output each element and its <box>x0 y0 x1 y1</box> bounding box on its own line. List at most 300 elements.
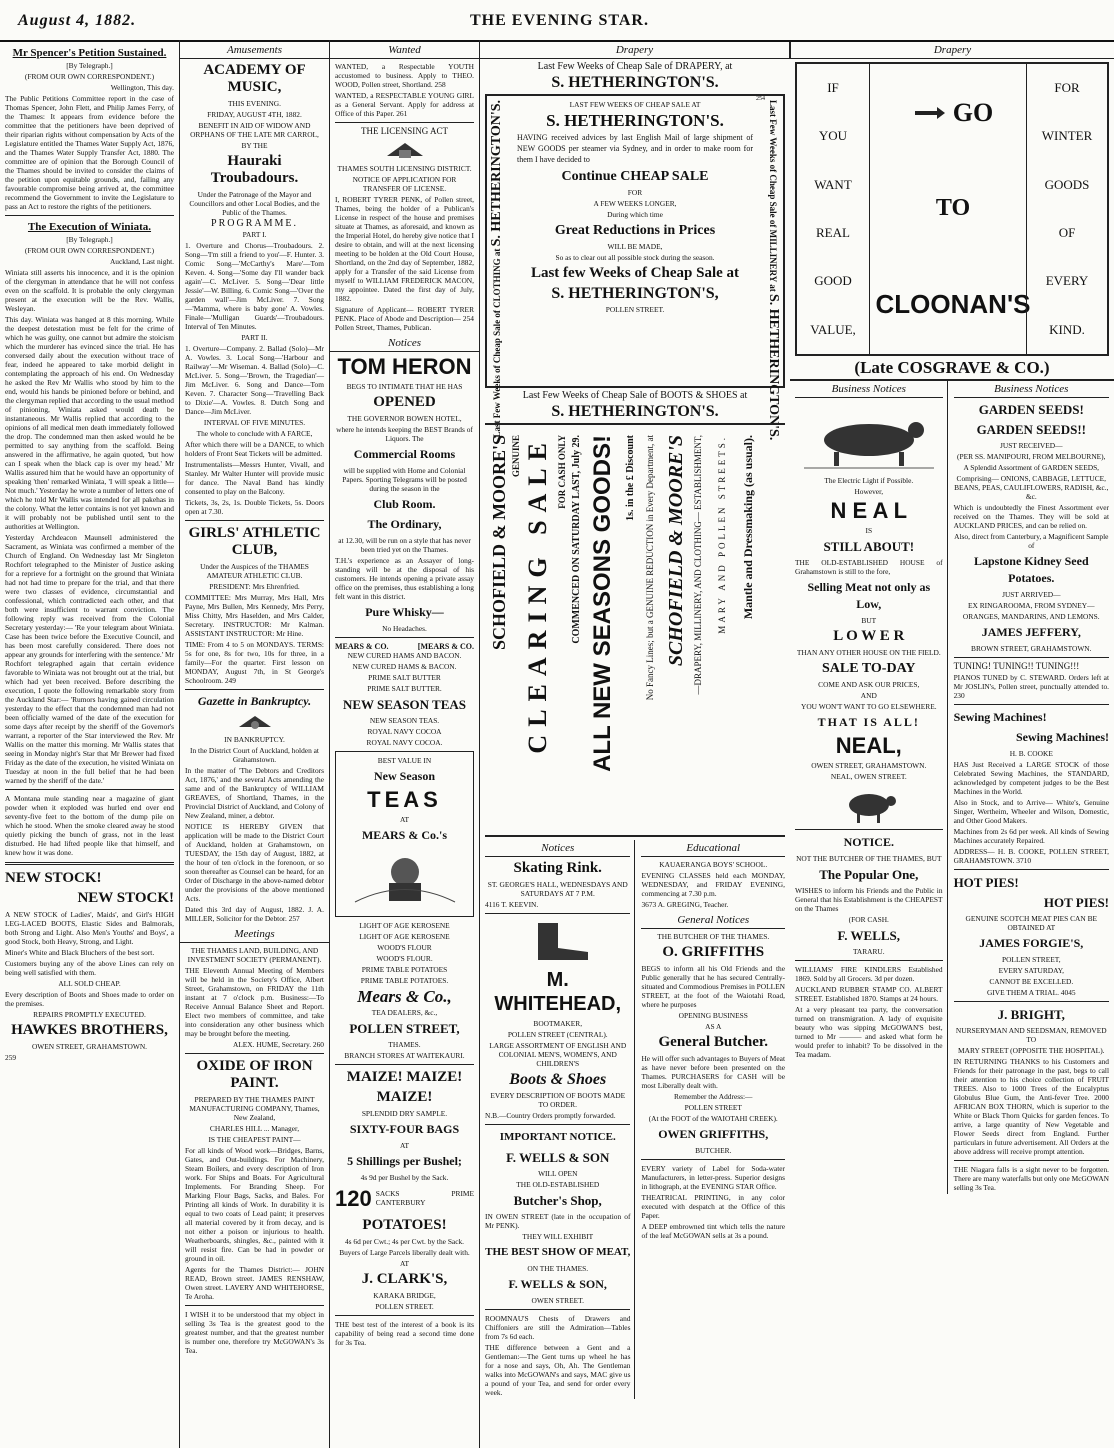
ad-text: PART II. <box>241 333 268 342</box>
ad-text: THE GOVERNOR BOWEN HOTEL, <box>347 414 462 423</box>
ad-headline: SIXTY-FOUR BAGS <box>349 1122 460 1136</box>
ad-text: BUTCHER. <box>695 1146 732 1155</box>
ad-headline: J. BRIGHT, <box>997 1007 1065 1022</box>
ad-text: AND <box>860 691 877 700</box>
ad-headline: Butcher's Shop, <box>513 1193 602 1208</box>
article-paragraph: Yesterday Archdeacon Maunsell administered the Sacrament, as Winiata was confirmed a member of the Church of England. On Wednesday last Mr Singleton Rochfort telegraphed to the Minister of Justice asking for a reprieve for a fortnight on the ground that Winiata had not had time to prepare for the trial, and that there were two classes of evidence, circumstantial and confessional, which contradicted each other, and that both were insufficient to warrant conviction. The following reply was received from the Colonial Secretary yesterday:— 'Re your telegram about Winiata. Case has been twice before the Executive Council, and has been most carefully considered. There does not appear any grounds for interfering with the sentence.' Mr Rochfort telegraphed again that certain evidence favorable to Winiata was not brought out at the trial, but which had yet been received. Before describing the execution, I quote the following remarkable story from the Auckland Star:— 'Rumors having gained circulation yesterday to the effect that the condemned man had not been officially warned of the date of the execution for some days after receipt by the sheriff of the Governor's warrant, a reporter of the Star interviewed the Rev. Mr Wallis on the matter this morning. Mr Wallis states that seeing in Monday night's Star that Mr Brewer had fixed Friday as the date of the execution, he visited Winiata on Tuesday at noon in the full belief that he had been warned by the sheriff of the date.' <box>5 533 174 785</box>
ad-text: BEGS to inform all his Old Friends and the Public generally that he has secured Centrally-situated and Commodious Premises in POLLEN STREET, at the foot of the Waiotahi Road, where he purposes <box>641 964 785 1009</box>
divider <box>485 1124 630 1125</box>
section-header: Business Notices <box>795 381 943 398</box>
ad-headline: Pure Whisky— <box>365 605 444 619</box>
ad-text: Under the Auspices of the THAMES AMATEUR ATHLETIC CLUB. <box>200 562 309 580</box>
ad-text: H. B. COOKE <box>1009 749 1053 758</box>
ad-headline: Last few Weeks of Cheap Sale at <box>530 265 740 281</box>
ad-text: THE THAMES LAND, BUILDING, AND INVESTMENT SOCIETY (PERMANENT). <box>187 946 322 964</box>
cattle-illustration-icon <box>804 402 934 472</box>
ad-text: ON THE THAMES. <box>527 1264 589 1273</box>
ad-text: POLLEN STREET. <box>375 1302 434 1311</box>
ad-headline: NEW STOCK! <box>5 870 102 886</box>
ad-text: SPLENDID DRY SAMPLE. <box>361 1109 448 1118</box>
boot-illustration-icon <box>508 918 608 964</box>
ad-text: AT <box>399 815 410 824</box>
vertical-line: SCHOFIELD & MOORE'S <box>489 435 509 651</box>
ad-text: OWEN STREET. <box>531 1296 584 1305</box>
ad-text: PRESIDENT: Mrs Ehrenfried. <box>209 582 300 591</box>
ad-headline: JAMES FORGIE'S, <box>979 936 1084 950</box>
ad-text: GENUINE SCOTCH MEAT PIES CAN BE OBTAINED AT <box>965 914 1098 932</box>
article-paragraph: Winiata still asserts his innocence, and it is the opinion of the clergyman in attendance that he will not confess even on the scaffold. It is probable the only clergyman present at the execution will be the Rev. Wallis, Wesleyan. <box>5 268 174 313</box>
ad-text: COME AND ASK OUR PRICES, <box>818 680 920 689</box>
ad-text: PREPARED BY THE THAMES PAINT MANUFACTURING COMPANY, Thames, New Zealand, <box>189 1095 320 1122</box>
ad-headline: ACADEMY OF MUSIC, <box>203 62 306 95</box>
ad-text: (PER SS. MANIPOURI, FROM MELBOURNE), <box>957 452 1106 461</box>
ad-text: at 12.30, will be run on a style that has never been tried yet on the Thames. <box>338 536 471 554</box>
sheep-illustration-icon <box>839 785 899 825</box>
dateline: Wellington, This day. <box>110 83 174 92</box>
column-wanted <box>330 40 480 1448</box>
ad-headline: L O W E R <box>833 628 905 644</box>
ad-text: PROGRAMME. <box>211 218 298 229</box>
divider <box>954 704 1109 705</box>
ad-text: Miner's White and Black Bluchers of the best sort. <box>5 948 155 957</box>
ad-text: In the matter of 'The Debtors and Creditors Act, 1876,' and the several Acts amending the same and of the Bankruptcy of WILLIAM GREAVES, of Shortland, Thames, in the Provincial District of Auckland, and Colony of New Zealand, miner, a debtor. <box>185 766 324 820</box>
ad-headline: CLOONAN'S <box>875 289 1031 320</box>
ad-text: JUST ARRIVED— <box>1002 590 1061 599</box>
ad-headline: THAT IS ALL! <box>817 715 920 729</box>
divider <box>485 1309 630 1310</box>
divider <box>335 1064 474 1065</box>
ad-text: NURSERYMAN AND SEEDSMAN, REMOVED TO <box>955 1026 1107 1044</box>
side-line: S. HETHERINGTON'S. <box>489 100 504 247</box>
ad-text: WOOD'S FLOUR <box>377 943 432 952</box>
ad-text: WANTED, a RESPECTABLE YOUNG GIRL as a General Servant. Apply for address at Office of this Paper. 261 <box>335 91 474 118</box>
section-header: Notices <box>330 335 479 352</box>
program-list: 1. Overture—Company. 2. Ballad (Solo)—Mr A. Vowles. 3. Local Song—'Harbour and Railway'—Mr Wiseman. 4. Ballad (Solo)—C. McLiver. 5. Song—'Brown, the Tragedian'—Jim McLiver. 6. Song and Dance—Tom Keven. 7. Character Song—'Travelling Back to Dixie'—A. Vowles. 8. Dutch Song and Dance—Jim McLiver. <box>185 344 324 416</box>
ad-word: WINTER <box>1041 128 1093 144</box>
ad-text: Dated this 3rd day of August, 1882. J. A. MILLER, Solicitor for the Debtor. 257 <box>185 905 324 923</box>
ad-text: THAMES. <box>388 1040 421 1049</box>
ad-text: For all kinds of Wood work—Bridges, Barns, Gates, and Out-buildings. For Machinery, Steam Boilers, and every description of Iron work. For Ships and Boats. For Agricultural Implements. For Branding Sheep. For Marking Flour Bags, Sacks, and Bales. For Printing all kinds of Work. In durability it is equal to two coats of Lead paint; it preserves all material covered by it from decay, and is not either a poison or injurious to health. Weatherboards, shingles, &c., painted with it will resist fire. Can be had in powder or ground in oil. <box>185 1146 324 1263</box>
divider <box>954 869 1109 870</box>
ad-text: THE best test of the interest of a book is its capability of being read a second time done for 3s Tea. <box>335 1320 474 1347</box>
ad-text: BROWN STREET, GRAHAMSTOWN. <box>971 644 1092 653</box>
ad-text: (FOR CASH. <box>848 915 889 924</box>
ad-text: EVERY variety of Label for Soda-water Manufacturers, in letter-press. Superior designs in lithograph, at the EVENING STAR Office. <box>641 1164 785 1191</box>
vertical-line: MARY AND POLLEN STREETS. <box>717 435 727 634</box>
ad-text: AUCKLAND RUBBER STAMP CO. ALBERT STREET. Established 1870. Stamps at 24 hours. <box>795 985 943 1003</box>
ad-headline: THE BEST SHOW OF MEAT, <box>485 1246 631 1258</box>
ad-headline: GIRLS' ATHLETIC CLUB, <box>188 525 321 558</box>
ad-headline: New Season <box>373 769 435 783</box>
divider <box>954 1001 1109 1002</box>
firm-name: [MEARS & CO. <box>417 642 474 651</box>
ad-text: CANNOT BE EXCELLED. <box>989 977 1074 986</box>
divider <box>5 862 174 865</box>
ad-headline: S. HETHERINGTON'S. <box>546 111 724 130</box>
side-line: Last Few Weeks of Cheap Sale of MILLINERY at <box>768 100 778 292</box>
ad-headline: The Ordinary, <box>367 517 442 531</box>
ad-text: BENEFIT IN AID OF WIDOW AND ORPHANS OF THE LATE MR CARROL, <box>190 121 319 139</box>
section-header: Notices <box>485 840 630 857</box>
ad-headline: MEARS & Co.'s <box>361 828 447 842</box>
ad-text: PRIME SALT BUTTER <box>368 673 441 682</box>
ad-text: BEST VALUE IN <box>377 756 432 765</box>
ad-text: THE OLD-ESTABLISHED <box>516 1180 600 1189</box>
article-paragraph: The Public Petitions Committee report in the case of Thomas Spencer, John Flett, and Philip James Ferry, of the Thames: It appears from evidence before the committee that the petitioners have been deprived of their riparian rights without compensation by Acts of the Legislature entitled the Thames Water Supply Act, 1876, and the Thames Water Supply Transfer Act, 1880. The committee are of opinion that the Borough Council of the Thames should be invited to consider the claims of the petition upon equitable grounds, and, failing any favourable compromise being arrived at, the committee recommend the Government to invite the Legislature to pass an Act to restore the rights of the petitioners. <box>5 94 174 211</box>
business-right-column <box>954 381 1109 1194</box>
ad-headline: HOT PIES! <box>953 875 1019 890</box>
ad-text: ROYAL NAVY COCOA <box>367 727 442 736</box>
ad-text: ALEX. HUME, Secretary. 260 <box>232 1040 324 1049</box>
ad-headline: HOT PIES! <box>1043 895 1109 910</box>
ad-headline: NOTICE. <box>843 835 894 849</box>
ad-headline: Mears & Co., <box>357 987 452 1006</box>
ad-text: N.B.—Country Orders promptly forwarded. <box>485 1111 616 1120</box>
ad-text: LAST FEW WEEKS OF CHEAP SALE AT <box>569 100 701 109</box>
ad-firm-name: HAWKES BROTHERS, <box>11 1022 168 1038</box>
ad-text: Last Few Weeks of Cheap Sale of BOOTS & SHOES at <box>522 390 748 401</box>
ad-word: OF <box>1058 225 1076 241</box>
ad-text: A NEW STOCK of Ladies', Maids', and Girl's HIGH LEG-LACED BOOTS, Elastic Sides and Balmorals, both Strong and Light. Also Men's Youths' and Boys', a good Stock, both Heavy, Strong, and Light. <box>5 910 174 946</box>
ad-headline: Selling Meat not only as Low, <box>807 580 931 611</box>
ad-text: PRIME TABLE POTATOES <box>361 965 448 974</box>
ad-text: NOT THE BUTCHER OF THE THAMES, BUT <box>796 854 942 863</box>
ad-address: OWEN STREET, GRAHAMSTOWN. <box>31 1042 148 1051</box>
ad-text: PIANOS TUNED by C. STEWARD. Orders left at Mr JOSLIN's, Pollen street, punctually attended to. 230 <box>953 673 1109 700</box>
ad-text: A Splendid Assortment of GARDEN SEEDS, <box>963 463 1100 472</box>
ad-headline: GARDEN SEEDS!! <box>976 422 1086 437</box>
ad-text: BY THE <box>241 141 268 150</box>
vertical-line: No Fancy Lines; but a GENUINE REDUCTION in Every Department, at <box>645 435 655 701</box>
ad-text: NEW SEASON TEAS. <box>369 716 440 725</box>
divider <box>795 829 943 830</box>
ad-text: where he intends keeping the BEST Brands of Liquors. The <box>336 425 473 443</box>
ad-text: THIS EVENING. <box>228 99 281 108</box>
ad-headline: Sewing Machines! <box>953 710 1047 724</box>
ad-headline: F. WELLS & SON <box>506 1150 610 1165</box>
ad-text: THAN ANY OTHER HOUSE ON THE FIELD. <box>796 648 941 657</box>
ad-text: HAS Just Received a LARGE STOCK of those Celebrated Sewing Machines, the STANDARD, acknowledged by competent judges to be the Best Machines in the World. <box>953 760 1109 796</box>
divider <box>185 1305 324 1306</box>
ad-headline: Commercial Rooms <box>353 447 456 461</box>
article-paragraph: This day. Winiata was hanged at 8 this morning. While the deepest detestation must be felt for the crime of which he was guilty, one cannot but admire the stoicism which the murderer has evinced since the trial. He has conversed daily about the execution without trace of fear, indeed he appeared to take morbid delight in contemplating the approach of his end. On Wednesday he asked the Rev Mr Wallis who stood by him to the end, would his hands be pinioned before or behind, and the clergyman replied that according to the usual method of pinioning, Winiata asked would death be instantaneous. Mr Wallis replied that according to the opinions of all medical men death immediately followed the drop. The condemned man then asked would he be permitted to say anything from the scaffold. Being answered in the affirmative, he again quoted, 'but how can I speak when the black cap is over my head.' Mr Wallis assured him that he would have an opportunity of speaking 'then' remarked Winiata, 'I will speak a little—Not much.' Yesterday he wrote a number of letters one of which he told Mr Wallis was intended for all pakehas in the colony. What the letter contains is not yet known and it will probably not be published until sent to the authorities at Wellington. <box>5 315 174 531</box>
ad-word: VALUE, <box>810 321 856 337</box>
column-business <box>790 40 1114 1448</box>
ad-text: BRANCH STORES AT WAITEKAURI. <box>344 1051 465 1060</box>
ad-text: POLLEN STREET (CENTRAL). <box>507 1030 608 1039</box>
divider <box>335 1315 474 1316</box>
ad-text: 4s 9d per Bushel by the Sack. <box>360 1173 449 1182</box>
ad-text: FOR <box>627 188 643 197</box>
section-header: Amusements <box>180 42 329 59</box>
ad-text: AS A <box>705 1022 722 1031</box>
ad-text: Customers buying any of the above Lines can rely on being well satisfied with them. <box>5 959 174 977</box>
vertical-line: GENUINE <box>511 435 521 478</box>
divider <box>485 913 630 914</box>
ad-text: THE Eleventh Annual Meeting of Members will be held in the Society's Office, Albert Street, Grahamstown, on FRIDAY the 11th instant at 7 o'clock p.m. Business:—To Receive Annual Balance Sheet and Report. Elect two members of committee, and take into consideration any other business which may be brought before the meeting. <box>185 966 324 1038</box>
ad-text: A FEW WEEKS LONGER, <box>593 199 677 208</box>
ad-text: WOOD'S FLOUR. <box>376 954 433 963</box>
ad-text: Agents for the Thames District:— JOHN READ, Brown street. JAMES RENSHAW, Owen street. LAVERY AND WHITEHORSE, Te Aroha. <box>185 1265 324 1301</box>
lower-right-column <box>641 840 785 1399</box>
ad-text: In the District Court of Auckland, holden at Grahamstown. <box>190 746 319 764</box>
section-header: General Notices <box>641 912 785 929</box>
ad-headline: General Butcher. <box>658 1034 768 1050</box>
ad-text: ROYAL NAVY COCOA. <box>366 738 443 747</box>
column-drapery <box>480 40 790 1448</box>
ad-headline: OXIDE OF IRON PAINT. <box>196 1058 313 1091</box>
ad-text: FRIDAY, AUGUST 4TH, 1882. <box>207 110 302 119</box>
firm-name: MEARS & CO. <box>335 642 389 651</box>
ad-headline <box>335 642 474 651</box>
ad-text: I, ROBERT TYRER PENK, of Pollen street, Thames, being the holder of a Publican's License in respect of the house and premises situate at Thames, as aforesaid, and known as the Imperial Hotel, do hereby give notice that I desire to obtain, and will at the next licensing meeting to be holden at the Old Court House, Shortland, on the 2nd day of September, 1882, apply for a Transfer of the said License from myself to WILLIAM FREDERICK MACON, my appointee. Dated the first day of July, 1882. <box>335 195 474 303</box>
ad-text: REPAIRS PROMPTLY EXECUTED. <box>33 1010 146 1019</box>
lower-drapery-split <box>485 840 785 1399</box>
ad-text: SACKS PRIME CANTERBURY <box>375 1189 474 1207</box>
headline-execution: The Execution of Winiata. <box>27 221 152 233</box>
ad-text: WANTED, a Respectable YOUTH accustomed to business. Apply to THEO. WOOD, Pollen street, Shortland. 258 <box>335 62 474 89</box>
side-line: Last Few Weeks of Cheap Sale of CLOTHING at <box>492 248 502 438</box>
ad-headline: POTATOES! <box>362 1217 447 1233</box>
ad-text: POLLEN STREET. <box>605 305 665 314</box>
ad-headline: O. GRIFFITHS <box>662 944 765 960</box>
cloonan-ad <box>795 62 1109 356</box>
ad-text: will be supplied with Home and Colonial Papers. Sporting Telegrams will be posted during the season in the <box>342 466 467 493</box>
vertical-line: ALL NEW SEASONS GOODS! <box>589 435 616 772</box>
potatoes-headline <box>335 1184 474 1214</box>
ad-text: EVERY SATURDAY, <box>998 966 1064 975</box>
ad-text: Instrumentalists—Messrs Hunter, Vivall, and Stanley. Mr Walter Hunter will provide music for dance. The Naval Band has kindly consented to play on the Balcony. <box>185 460 324 496</box>
ad-text: NOTICE IS HEREBY GIVEN that application will be made to the District Court of Auckland, holden at Grahamstown, on TUESDAY, the 15th day of August, 1882, at the hour of ten o'clock in the forenoon, or so soon thereafter as Counsel can be heard, for an Order of Discharge in the above-named debtor under the provisions of the above mentioned Acts. <box>185 822 324 903</box>
business-split <box>790 379 1114 1194</box>
ad-text: IS <box>865 526 873 535</box>
ad-text: Machines from 2s 6d per week. All kinds of Sewing Machines accurately Repaired. <box>953 827 1109 845</box>
ad-word: WANT <box>814 176 852 192</box>
ad-text: THEATRICAL PRINTING, in any color executed with despatch at the Office of this Paper. <box>641 1193 785 1220</box>
ad-text: ALL SOLD CHEAP. <box>58 979 121 988</box>
telegraph-label: [By Telegraph.] <box>66 61 113 70</box>
ad-text: ROOMNAU'S Chests of Drawers and Chiffoniers are still the Admiration—Tables from 7s 6d each. <box>485 1314 631 1341</box>
divider <box>641 1159 785 1160</box>
ad-text: ORANGES, MANDARINS, AND LEMONS. <box>962 612 1100 621</box>
ad-headline: Hauraki Troubadours. <box>210 153 299 186</box>
dateline: Auckland, Last night. <box>109 257 174 266</box>
ad-text: Buyers of Large Parcels liberally dealt with. <box>339 1248 470 1257</box>
masthead-bar <box>0 0 1114 42</box>
ad-headline: NEAL, <box>835 733 902 758</box>
ad-text: PART I. <box>242 230 267 239</box>
divider <box>795 960 943 961</box>
ad-headline: F. WELLS & SON, <box>508 1277 607 1291</box>
ad-text: AT <box>399 1141 410 1150</box>
vertical-line: SCHOFIELD & MOORE'S <box>665 435 687 667</box>
ad-text: OPENING BUSINESS <box>678 1011 748 1020</box>
ad-headline: Gazette in Bankruptcy. <box>197 694 312 708</box>
ad-text: Comprising— ONIONS, CABBAGE, LETTUCE, BEANS, PEAS, CAULIFLOWERS, RADISH, &c., &c. <box>954 474 1109 501</box>
cloonan-left <box>797 64 870 354</box>
ad-text: TARARU. <box>852 947 885 956</box>
ad-word: FOR <box>1054 80 1080 96</box>
ad-text: EVERY DESCRIPTION OF BOOTS MADE TO ORDER. <box>490 1091 626 1109</box>
ad-word: GO <box>952 97 994 127</box>
ad-text: (At the FOOT of the WAIOTAHI CREEK). <box>648 1114 778 1123</box>
ad-text: EVENING CLASSES held each MONDAY, WEDNESDAY, and FRIDAY EVENING, commencing at 7.30 p.m. <box>641 871 785 898</box>
ad-text: WILL BE MADE, <box>607 242 663 251</box>
section-header: Drapery <box>790 42 1114 59</box>
ad-word: IF <box>827 80 839 96</box>
ad-headline: MAIZE! MAIZE! <box>346 1069 463 1085</box>
ad-text: WISHES to inform his Friends and the Public in General that his Establishment is the CHEAPEST on the Thames <box>795 886 943 913</box>
vertical-line: FOR CASH ONLY <box>557 435 567 509</box>
ad-text: Under the Patronage of the Mayor and Councillors and other Local Bodies, and the Public of the Thames. <box>189 190 320 217</box>
ad-word: TO <box>935 194 971 221</box>
ad-text: NEW CURED HAMS AND BACON. <box>347 651 462 660</box>
ad-headline: Boots & Shoes <box>509 1071 607 1088</box>
ad-headline: 5 Shillings per Bushel; <box>347 1154 462 1168</box>
section-header: Wanted <box>330 42 479 59</box>
ad-text: TIME: From 4 to 5 on MONDAYS. TERMS: 5s for one, 8s for two, 10s for three, in a family—For the quarter. First lesson on MONDAY, August 7th, in St George's Schoolroom. 249 <box>185 640 324 685</box>
crest-icon <box>383 140 427 160</box>
divider <box>185 1053 324 1054</box>
ad-text: Last Few Weeks of Cheap Sale of DRAPERY, at <box>537 61 733 72</box>
ad-headline: THE LICENSING ACT <box>361 126 448 136</box>
headline-petition: Mr Spencer's Petition Sustained. <box>12 47 167 59</box>
ad-text: THE OLD-ESTABLISHED HOUSE of Grahamstown is still to the fore, <box>795 558 943 576</box>
ad-headline: GARDEN SEEDS! <box>978 402 1084 417</box>
section-header: Educational <box>641 840 785 857</box>
schofield-moore-ad <box>485 423 785 837</box>
correspondent-label: (FROM OUR OWN CORRESPONDENT.) <box>24 72 155 81</box>
ad-text: NOTICE OF APPLICATION FOR TRANSFER OF LICENSE. <box>352 175 457 193</box>
ad-headline: The Popular One, <box>819 867 919 882</box>
ad-text: TUNING! TUNING!! TUNING!!! <box>953 661 1080 671</box>
ad-number: 259 <box>5 1053 17 1062</box>
column-news <box>0 40 180 1448</box>
ad-text: OWEN STREET, GRAHAMSTOWN. <box>811 761 927 770</box>
ad-headline: JAMES JEFFERY, <box>981 625 1081 639</box>
ad-text: IN BANKRUPTCY. <box>224 735 285 744</box>
cloonan-right <box>1026 64 1107 354</box>
ad-text: The Electric Light if Possible. <box>824 476 914 485</box>
section-header: Drapery <box>480 42 790 59</box>
ad-text: Tickets, 3s, 2s, 1s. Double Tickets, 5s. Doors open at 7.30. <box>185 498 324 516</box>
ad-text: After which there will be a DANCE, to which holders of Front Seat Tickets will be admitted. <box>185 440 324 458</box>
correspondent-label: (FROM OUR OWN CORRESPONDENT.) <box>24 246 155 255</box>
ad-text: POLLEN STREET, <box>1001 955 1061 964</box>
issue-date: August 4, 1882. <box>18 12 137 29</box>
ad-text: GIVE THEM A TRIAL. 4045 <box>986 988 1076 997</box>
ad-text: BOOTMAKER, <box>533 1019 583 1028</box>
ad-text: IS THE CHEAPEST PAINT— <box>208 1135 301 1144</box>
ad-text: AT <box>399 1259 410 1268</box>
ad-text: NEW CURED HAMS & BACON. <box>352 662 457 671</box>
tea-ad-box <box>335 751 474 917</box>
ad-number: 254 <box>756 96 765 102</box>
ad-text: IN RETURNING THANKS to his Customers and Friends for their patronage in the past, begs to call their attention to his choice collection of FRUIT TREES. Also to 1000 Trees of the Eucalyptus Globulus Blue Gum, the Anti-fever Tree. 2000 AFRICAN BOX THORN, which is superior to the White or Black Thorn Quicks for garden fences. To arrive, a large quantity of New Vegetable and Flower Seeds direct from England. Further particulars in future advertisement. All Orders at the above address will receive prompt attention. <box>953 1057 1109 1156</box>
pointing-hand-icon <box>913 105 947 121</box>
divider <box>335 637 474 638</box>
ad-text: A DEEP embrowned tint which tells the nature of the leaf McGOWAN sells at 3s a pound. <box>641 1222 785 1240</box>
section-header: Business Notices <box>954 381 1109 398</box>
ad-text: The whole to conclude with A FARCE, <box>196 429 313 438</box>
article-paragraph: A Montana mule standing near a magazine of giant powder when it exploded was hurled end over end seventy-five feet to the bottom of the dump pile on which he stood. When the smoke cleared away he stood quietly picking the bunch of grass, not in the least disturbed. He had lifted people like that himself, and knew how it was done. <box>5 794 174 857</box>
ad-headline: POLLEN STREET, <box>349 1021 460 1036</box>
ad-text: So as to clear out all possible stock during the season. <box>555 253 715 262</box>
ad-text: TEA DEALERS, &c., <box>371 1008 438 1017</box>
newspaper-title: THE EVENING STAR. <box>470 12 649 29</box>
ad-text: MARY STREET (OPPOSITE THE HOSPITAL). <box>958 1046 1105 1055</box>
cloonan-center <box>869 64 1037 354</box>
telegraph-label: [By Telegraph.] <box>66 235 113 244</box>
crest-icon <box>235 713 275 731</box>
vertical-line: 1s. in the £ Discount <box>625 435 636 521</box>
ad-text: T.H.'s experience as an Assayer of long-standing will be at the disposal of his customers. He intends opening a private assay office on the premises, thus establishing a long felt want in this district. <box>335 556 474 601</box>
ad-text: BUT <box>861 616 877 625</box>
ad-headline: MAIZE! <box>376 1089 433 1105</box>
ad-text: THEY WILL EXHIBIT <box>522 1232 594 1241</box>
ad-text: THE Niagara falls is a sight never to be forgotten. There are many waterfalls but only one McGOWAN selling 3s Tea. <box>953 1165 1109 1192</box>
divider <box>335 122 474 123</box>
ad-headline: OPENED <box>373 394 436 410</box>
divider <box>185 520 324 521</box>
ad-text: No Headaches. <box>382 624 427 633</box>
ad-text: KAUAERANGA BOYS' SCHOOL. <box>659 860 768 869</box>
ad-text: WILL OPEN <box>538 1169 578 1178</box>
ad-text: LIGHT OF AGE KEROSENE <box>359 921 450 930</box>
ad-word: REAL <box>816 225 850 241</box>
ad-headline: Sewing Machines! <box>1016 730 1109 744</box>
program-list: 1. Overture and Chorus—Troubadours. 2. Song—'I'm still a friend to you'—F. Hunter. 3. Comic Song—'McCarthy's Mare'—Tom Keven. 4. Song—'Some day I'll wander back again'—C. McLiver. 5. Song—'Dear little Jessie'—W. Billing. 6. Comic Song—'Over the garden wall'—Jim McLiver. 7. Song—'Mamma, where is baby gone' A. Vowles. Finale—'Mulligan Guards'—Troubadours. Interval of Ten Minutes. <box>185 241 324 331</box>
ad-headline: Lapstone Kidney Seed Potatoes. <box>973 554 1089 585</box>
ad-word: EVERY <box>1045 273 1089 289</box>
ad-headline: Skating Rink. <box>513 860 602 876</box>
business-left-column <box>795 381 948 1194</box>
ad-text: THAMES SOUTH LICENSING DISTRICT. <box>337 164 472 173</box>
ad-text: During which time <box>607 210 663 219</box>
ad-headline: OWEN GRIFFITHS, <box>658 1127 769 1141</box>
ad-text: YOU WON'T WANT TO GO ELSEWHERE. <box>800 702 937 711</box>
ad-headline: M. WHITEHEAD, <box>494 969 622 1015</box>
ad-text: PRIME TABLE POTATOES. <box>360 976 449 985</box>
ad-headline: Continue CHEAP SALE <box>561 169 709 184</box>
ad-text: I WISH it to be understood that my object in selling 3s Tea is the greatest good to the greatest number, and that the greatest number is number one, therefore try McGOWAN's 3s Tea. <box>185 1310 324 1355</box>
side-text <box>489 100 505 438</box>
ad-text: He will offer such advantages to Buyers of Meat as have never before been presented on the Thames. PURCHASERS for CASH will be most Liberally dealt with. <box>641 1054 785 1090</box>
ad-text: 3673 A. GREGING, Teacher. <box>641 900 729 909</box>
ad-text: Also in Stock, and to Arrive— White's, Genuine Singer, Wertheim, Wheeler and Wilson, Domestic, and Other Good Makers. <box>953 798 1109 825</box>
ad-headline: F. WELLS, <box>837 928 901 943</box>
ad-text: KARAKA BRIDGE, <box>373 1291 436 1300</box>
ad-text: WILLIAMS' FIRE KINDLERS Established 1869. Sold by all Grocers. 3d per dozen. <box>795 965 943 983</box>
ad-headline: Club Room. <box>373 497 436 511</box>
ad-headline: TEAS <box>367 787 442 812</box>
ad-word: YOU <box>818 128 848 144</box>
go-row <box>913 98 993 128</box>
ad-text: Which is undoubtedly the Finest Assortment ever received on the Thames. They will be sold at AUCKLAND PRICES, and can be relied on. <box>953 503 1109 530</box>
ad-headline: S. HETHERINGTON'S, <box>551 285 719 302</box>
ad-headline: N E A L <box>830 498 908 523</box>
ad-headline: S. HETHERINGTON'S. <box>551 403 719 420</box>
ad-text: At a very pleasant tea party, the conversation turned on transmigration. A lady of exquisite beauty who was sipping McGOWAN'S best, turned to Mr ——— and asked what form he would prefer to inhabit? To be dissolved in the Tea madam. <box>795 1005 943 1059</box>
ad-text: LIGHT OF AGE KEROSENE <box>359 932 450 941</box>
ad-text: IN OWEN STREET (late in the occupation of Mr PENK). <box>485 1212 631 1230</box>
ad-text: ST. GEORGE'S HALL, WEDNESDAYS AND SATURDAYS AT 7 P.M. <box>487 880 628 898</box>
column-amusements <box>180 40 330 1448</box>
ad-text: JUST RECEIVED— <box>1000 441 1063 450</box>
ad-text: LARGE ASSORTMENT OF ENGLISH AND COLONIAL MEN'S, WOMEN'S, AND CHILDREN'S <box>489 1041 627 1068</box>
ad-text: BEGS TO INTIMATE THAT HE HAS <box>346 382 463 391</box>
ad-word: KIND. <box>1049 321 1085 337</box>
